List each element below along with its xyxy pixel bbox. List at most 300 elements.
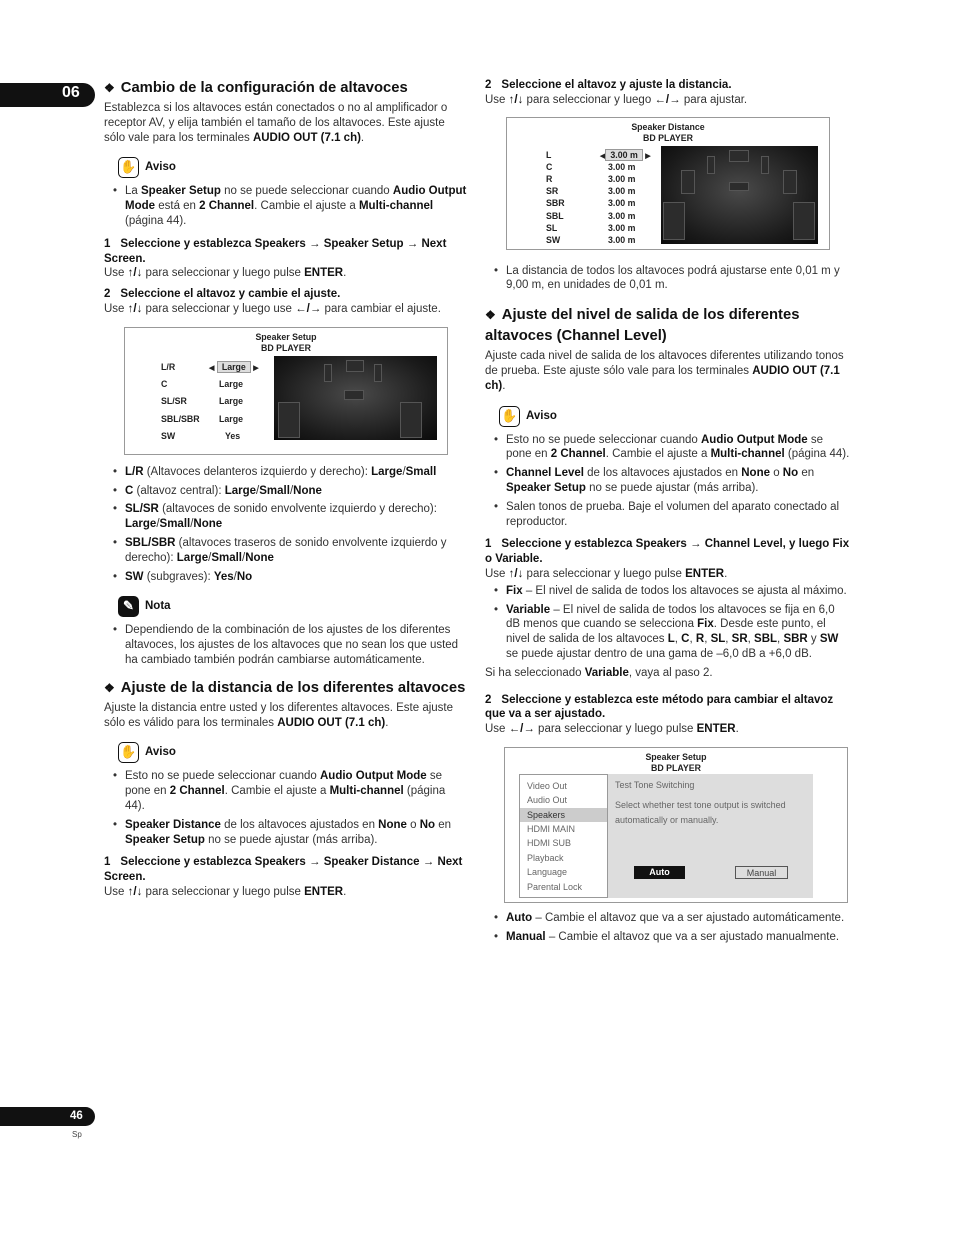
- paragraph: [104, 101, 468, 145]
- table-row[interactable]: [161, 412, 271, 429]
- title-text: Ajuste del nivel de salida de los diferentes altavoces (Channel Level): [485, 307, 800, 345]
- list-item: [485, 433, 851, 463]
- text: en: [798, 467, 815, 480]
- speaker-shape: [663, 202, 685, 240]
- text: Fix: [697, 618, 714, 631]
- speaker-distance-table: [546, 149, 656, 247]
- text: ENTER: [685, 567, 725, 580]
- row-key: L/R: [161, 361, 176, 372]
- screen-title-2: BD PLAYER: [260, 342, 312, 353]
- text: no se puede ajustar (más arriba).: [204, 833, 378, 846]
- text: C: [681, 633, 690, 646]
- list-item: [104, 536, 468, 566]
- left-column: [104, 78, 468, 902]
- row-key: SW: [546, 234, 561, 245]
- chapter-tab: [0, 83, 95, 107]
- list-item: [485, 584, 851, 599]
- text: (altavoces de sonido envolvente izquierdo y derecho):: [158, 503, 437, 516]
- row-value: Large: [217, 361, 251, 373]
- list-item: [485, 264, 851, 294]
- text: (página 44).: [784, 448, 850, 461]
- row-value: 3.00 m: [605, 149, 642, 161]
- row-value: Large: [219, 396, 243, 407]
- text: para seleccionar y luego use: [142, 302, 296, 315]
- step-heading: [104, 287, 468, 302]
- row-key: SR: [546, 186, 559, 197]
- text: para seleccionar y luego: [523, 93, 655, 106]
- menu-item-language[interactable]: Language: [527, 867, 568, 878]
- text: SL: [710, 633, 726, 646]
- aviso-list: [485, 433, 851, 530]
- text: Auto: [506, 911, 533, 924]
- text: None: [193, 518, 223, 531]
- paragraph: [485, 722, 851, 737]
- text: Large: [371, 465, 403, 478]
- paragraph: [104, 701, 468, 731]
- step-heading: [104, 237, 468, 267]
- speaker-shape: [793, 202, 815, 240]
- text: Audio Output Mode: [125, 185, 467, 213]
- text: para seleccionar y luego pulse: [534, 723, 697, 736]
- text: se pone en: [125, 770, 443, 798]
- table-row[interactable]: [546, 173, 656, 185]
- menu-item-video-out[interactable]: Video Out: [527, 780, 567, 791]
- manual-button[interactable]: Manual: [735, 866, 788, 879]
- aviso-label: Aviso: [526, 409, 557, 422]
- speaker-distance-screen: [506, 117, 830, 250]
- nota-list: [104, 623, 468, 667]
- speaker-shape: [400, 402, 422, 438]
- arrow-keys-icon: ↑/↓: [127, 885, 143, 898]
- menu-item-parental-lock[interactable]: Parental Lock: [527, 881, 583, 892]
- hand-icon: ✋: [499, 406, 520, 427]
- arrow-keys-icon: ←/→: [508, 723, 535, 736]
- speaker-shape: [374, 364, 382, 382]
- screen-title-1: Speaker Setup: [645, 751, 707, 762]
- text: (subgraves):: [143, 570, 214, 583]
- title-text: Ajuste de la distancia de los diferentes altavoces: [120, 679, 466, 696]
- aviso-heading: [118, 742, 468, 763]
- speaker-shape: [681, 170, 695, 194]
- text: no se puede ajustar (más arriba).: [585, 481, 759, 494]
- row-key: C: [161, 379, 168, 390]
- text: Large: [176, 551, 209, 564]
- text: Small: [259, 484, 290, 497]
- text: se puede ajustar dentro de una gama de –6,0 dB a +6,0 dB.: [506, 647, 812, 660]
- step-text: Seleccione y establezca Speakers → Channel Level, y luego Fix o Variable.: [485, 538, 850, 566]
- list-item: [485, 930, 851, 945]
- text: Salen tonos de prueba. Baje el volumen del aparato conectado al reproductor.: [506, 500, 840, 528]
- step-number: 1: [485, 538, 492, 551]
- text: , vaya al paso 2.: [628, 666, 713, 679]
- step-heading: [104, 855, 468, 885]
- row-value: 3.00 m: [608, 198, 636, 209]
- aviso-heading: [118, 157, 468, 178]
- text: L/R: [125, 465, 144, 478]
- text: ENTER: [304, 885, 344, 898]
- table-row[interactable]: [546, 197, 656, 209]
- arrow-keys-icon: ↑/↓: [127, 302, 143, 315]
- text: (página 44).: [125, 214, 187, 227]
- nota-heading: [118, 596, 468, 617]
- text: y: [807, 633, 820, 646]
- screen-title: [507, 122, 829, 144]
- step-text: Seleccione el altavoz y ajuste la distancia.: [501, 79, 732, 91]
- diamond-icon: ❖: [104, 680, 115, 695]
- text: Large: [224, 484, 257, 497]
- text: Use: [485, 93, 509, 106]
- paragraph: [485, 567, 851, 582]
- text: – Cambie el altavoz que va a ser ajustado automáticamente.: [532, 911, 845, 924]
- list-item: [104, 623, 468, 667]
- text: 2 Channel: [550, 448, 606, 461]
- text: Ajuste la distancia entre usted y los diferentes altavoces. Este ajuste sólo es válido para los terminales: [104, 701, 454, 729]
- text: – El nivel de salida de todos los altavoces se fija en 6,0 dB menos que cuando se selecciona: [506, 603, 835, 631]
- text: Dependiendo de la combinación de los ajustes de los diferentes altavoces, los ajustes de los altavoces que no sean los que usted ha cambiado también podrán cambiarse automáticamente.: [125, 624, 459, 666]
- speaker-shape: [324, 364, 332, 382]
- speaker-shape: [346, 360, 364, 372]
- section-title-channel-level: [485, 305, 851, 347]
- diamond-icon: ❖: [485, 308, 496, 323]
- text: None: [741, 467, 770, 480]
- list-item: [104, 769, 468, 813]
- list-item: [104, 184, 468, 228]
- row-key: SBL: [546, 210, 564, 221]
- text: ,: [725, 633, 732, 646]
- text: /: [208, 551, 212, 564]
- text: /: [402, 465, 406, 478]
- list-item: [104, 484, 468, 499]
- text: /: [233, 570, 237, 583]
- text: – Cambie el altavoz que va a ser ajustado manualmente.: [545, 930, 840, 943]
- aviso-heading: [499, 406, 851, 427]
- text: ENTER: [696, 723, 736, 736]
- text: para ajustar.: [680, 93, 748, 106]
- text: . Cambie el ajuste a: [254, 200, 359, 213]
- step-heading: [485, 537, 851, 567]
- page-number-tab: [0, 1107, 95, 1126]
- table-row[interactable]: [546, 234, 656, 246]
- text: Use: [485, 723, 509, 736]
- text: ,: [777, 633, 784, 646]
- paragraph: [104, 266, 468, 281]
- text: .: [360, 131, 365, 144]
- text: R: [695, 633, 705, 646]
- panel-description: Select whether test tone output is switched automatically or manually.: [615, 799, 786, 825]
- text: ,: [674, 633, 682, 646]
- text: .: [343, 267, 347, 280]
- text: Small: [159, 518, 191, 531]
- text: .: [735, 723, 739, 736]
- row-value: 3.00 m: [608, 222, 636, 233]
- text: (Altavoces delanteros izquierdo y derecho):: [143, 465, 372, 478]
- speaker-shape: [729, 182, 749, 191]
- text: Use: [485, 567, 509, 580]
- row-value: 3.00 m: [608, 161, 636, 172]
- text: . Desde este punto, el nivel de salida de los altavoces: [506, 618, 826, 646]
- text: Multi-channel: [358, 200, 434, 213]
- text: Audio Output Mode: [320, 770, 427, 783]
- list-item: [104, 465, 468, 480]
- arrow-keys-icon: ↑/↓: [508, 567, 524, 580]
- paragraph: [104, 885, 468, 900]
- text: Speaker Setup: [506, 481, 586, 494]
- text: AUDIO OUT (7.1 ch): [277, 716, 386, 729]
- text: Establezca si los altavoces están conectados o no al amplificador o receptor AV, y elija también el tamaño de los altavoces. Este ajuste sólo vale para los terminales: [104, 102, 448, 144]
- title-text: Cambio de la configuración de altavoces: [120, 80, 408, 96]
- text: (altavoces traseros de sonido envolvente izquierdo y derecho):: [125, 536, 447, 564]
- text: – El nivel de salida de todos los altavoces se ajusta al máximo.: [522, 584, 847, 597]
- aviso-list: [104, 769, 468, 847]
- text: Small: [211, 551, 242, 564]
- table-row[interactable]: [161, 360, 271, 377]
- text: para seleccionar y luego pulse: [523, 567, 686, 580]
- screen-title-2: BD PLAYER: [650, 762, 702, 773]
- step-number: 2: [485, 79, 492, 91]
- text: SL/SR: [125, 503, 159, 516]
- text: 2 Channel: [169, 785, 225, 798]
- row-value: 3.00 m: [608, 210, 636, 221]
- text: Channel Level: [506, 467, 584, 480]
- list-item: [104, 502, 468, 532]
- row-key: R: [546, 173, 553, 184]
- paragraph: [485, 93, 851, 108]
- table-row[interactable]: [546, 210, 656, 222]
- text: /: [156, 518, 160, 531]
- menu-item-audio-out[interactable]: Audio Out: [527, 795, 568, 806]
- test-tone-panel: [608, 774, 813, 898]
- text: o: [406, 818, 420, 831]
- text: Use: [104, 302, 128, 315]
- text: None: [293, 484, 322, 497]
- table-row[interactable]: [161, 394, 271, 411]
- hand-icon: ✋: [118, 742, 139, 763]
- text: AUDIO OUT (7.1 ch): [485, 364, 840, 392]
- paragraph: [104, 302, 468, 317]
- speaker-options-list: [104, 465, 468, 585]
- text: Variable: [584, 666, 629, 679]
- text: .: [502, 379, 506, 392]
- chevron-right-icon[interactable]: ▶: [253, 364, 259, 372]
- screen-title: [505, 752, 847, 774]
- table-row[interactable]: [161, 377, 271, 394]
- row-key: SBL/SBR: [161, 413, 200, 424]
- text: no se puede seleccionar cuando: [220, 185, 393, 198]
- row-key: L: [546, 149, 552, 160]
- table-row[interactable]: [546, 161, 656, 173]
- speaker-shape: [729, 150, 749, 162]
- fix-variable-list: [485, 584, 851, 662]
- chevron-right-icon[interactable]: ▶: [645, 152, 651, 160]
- table-row[interactable]: [161, 429, 271, 446]
- speaker-setup-screen: [124, 327, 448, 455]
- chevron-left-icon[interactable]: ◀: [600, 152, 606, 160]
- text: Ajuste cada nivel de salida de los altavoces diferentes utilizando tonos de prueba. Este ajuste sólo vale para los terminales: [485, 350, 844, 377]
- text: Esto no se puede seleccionar cuando: [125, 770, 320, 783]
- text: No: [419, 818, 436, 831]
- text: None: [245, 551, 274, 564]
- step-text: Seleccione y establezca Speakers → Speaker Setup → Next Screen.: [104, 237, 447, 265]
- row-value: 3.00 m: [608, 173, 636, 184]
- distance-note-list: [485, 264, 851, 294]
- text: ENTER: [304, 267, 344, 280]
- text: de los altavoces ajustados en: [583, 467, 742, 480]
- row-key: C: [546, 161, 553, 172]
- text: Large: [125, 518, 157, 531]
- text: en: [435, 818, 452, 831]
- text: está en: [155, 200, 200, 213]
- row-value-wrap: [209, 360, 259, 377]
- row-value: 3.00 m: [608, 186, 636, 197]
- paragraph: [485, 349, 851, 393]
- speaker-shape: [761, 156, 769, 174]
- text: Small: [405, 465, 437, 478]
- page-number: 46: [70, 1110, 83, 1122]
- table-row[interactable]: [546, 222, 656, 234]
- text: o: [770, 467, 783, 480]
- text: de los altavoces ajustados en: [220, 818, 379, 831]
- step-text: Seleccione y establezca Speakers → Speaker Distance → Next Screen.: [104, 856, 463, 884]
- text: ,: [747, 633, 755, 646]
- screen-title: [125, 332, 447, 354]
- text: No: [782, 467, 799, 480]
- text: Use: [104, 885, 128, 898]
- text: .: [343, 885, 347, 898]
- step-number: 2: [104, 288, 111, 301]
- text: Speaker Setup: [141, 185, 221, 198]
- text: Fix: [506, 584, 523, 597]
- nota-label: Nota: [145, 600, 171, 613]
- text: .: [385, 716, 389, 729]
- text: se pone en: [506, 433, 824, 461]
- text: Variable: [506, 603, 551, 616]
- text: SW: [125, 570, 144, 583]
- text: SBL: [754, 633, 778, 646]
- row-value: Yes: [225, 430, 241, 441]
- row-key: SL: [546, 222, 558, 233]
- paragraph: [485, 666, 851, 681]
- test-tone-screen: [504, 747, 848, 903]
- text: Multi-channel: [329, 785, 404, 798]
- text: Audio Output Mode: [701, 433, 808, 446]
- text: L: [667, 633, 675, 646]
- right-column: [485, 78, 851, 949]
- speaker-setup-table: [161, 360, 271, 446]
- row-key: SW: [161, 430, 176, 441]
- text: Si ha seleccionado: [485, 666, 585, 679]
- text: Esto no se puede seleccionar cuando: [506, 433, 701, 446]
- list-item: [104, 818, 468, 848]
- section-title-speaker-distance: [104, 678, 468, 699]
- arrow-keys-icon: ←/→: [295, 302, 322, 315]
- table-row[interactable]: [546, 149, 656, 161]
- text: SW: [819, 633, 839, 646]
- pencil-icon: ✎: [118, 596, 139, 617]
- auto-manual-list: [485, 911, 851, 945]
- speaker-shape: [707, 156, 715, 174]
- text: AUDIO OUT (7.1 ch): [252, 131, 361, 144]
- chapter-number: 06: [62, 84, 80, 101]
- speaker-room-image: [661, 146, 818, 244]
- menu-item-speakers[interactable]: Speakers: [520, 808, 607, 822]
- list-item: [485, 603, 851, 662]
- text: . Cambie el ajuste a: [224, 785, 330, 798]
- text: /: [242, 551, 246, 564]
- language-code: Sp: [72, 1130, 82, 1139]
- step-heading: [485, 693, 851, 723]
- chevron-left-icon[interactable]: ◀: [209, 364, 215, 372]
- row-key: SBR: [546, 198, 565, 209]
- speaker-room-image: [274, 356, 437, 440]
- text: Manual: [506, 930, 546, 943]
- list-item: [485, 911, 851, 926]
- text: None: [378, 818, 407, 831]
- arrow-keys-icon: ↑/↓: [508, 93, 524, 106]
- text: 2 Channel: [199, 200, 255, 213]
- step-heading: [485, 78, 851, 93]
- row-key: SL/SR: [161, 396, 187, 407]
- step-number: 1: [104, 856, 111, 869]
- menu-item-hdmi-main[interactable]: HDMI MAIN: [527, 824, 575, 835]
- diamond-icon: ❖: [104, 81, 115, 95]
- arrow-keys-icon: ←/→: [654, 93, 681, 106]
- screen-title-1: Speaker Setup: [255, 331, 317, 342]
- text: /: [289, 484, 294, 497]
- text: SBL/SBR: [125, 536, 176, 549]
- list-item: [485, 466, 851, 496]
- row-value: 3.00 m: [608, 234, 636, 245]
- text: Multi-channel: [710, 448, 785, 461]
- step-number: 2: [485, 693, 492, 706]
- table-row[interactable]: [546, 185, 656, 197]
- text: Yes: [213, 570, 234, 583]
- text: para seleccionar y luego pulse: [142, 267, 305, 280]
- aviso-label: Aviso: [145, 746, 176, 759]
- screen-title-1: Speaker Distance: [631, 121, 705, 132]
- menu-item-hdmi-sub[interactable]: HDMI SUB: [527, 838, 572, 849]
- text: SR: [731, 633, 748, 646]
- text: (página 44).: [125, 785, 446, 812]
- text: (altavoz central):: [133, 484, 225, 497]
- text: para cambiar el ajuste.: [321, 302, 441, 315]
- list-item: [485, 500, 851, 530]
- row-value: Large: [219, 379, 243, 390]
- text: No: [236, 570, 253, 583]
- text: La: [125, 185, 141, 198]
- step-number: 1: [104, 237, 111, 250]
- speaker-shape: [278, 402, 300, 438]
- step-text: Seleccione y establezca este método para cambiar el altavoz que va a ser ajustado.: [485, 693, 834, 721]
- text: Speaker Setup: [125, 833, 205, 846]
- text: ,: [704, 633, 711, 646]
- speaker-shape: [344, 390, 364, 400]
- text: Use: [104, 267, 128, 280]
- text: /: [190, 518, 194, 531]
- aviso-label: Aviso: [145, 161, 176, 174]
- menu-item-playback[interactable]: Playback: [527, 852, 564, 863]
- settings-menu: [519, 774, 608, 898]
- text: La distancia de todos los altavoces podrá ajustarse ente 0,01 m y 9,00 m, en unidades de 0,01 m.: [506, 264, 840, 292]
- text: SBR: [783, 633, 808, 646]
- arrow-keys-icon: ↑/↓: [127, 267, 143, 280]
- section-title-speaker-setup: [104, 78, 468, 99]
- text: /: [256, 484, 260, 497]
- text: ,: [689, 633, 696, 646]
- text: .: [724, 567, 728, 580]
- aviso-list: [104, 184, 468, 228]
- auto-button[interactable]: Auto: [634, 866, 685, 879]
- screen-title-2: BD PLAYER: [642, 132, 694, 143]
